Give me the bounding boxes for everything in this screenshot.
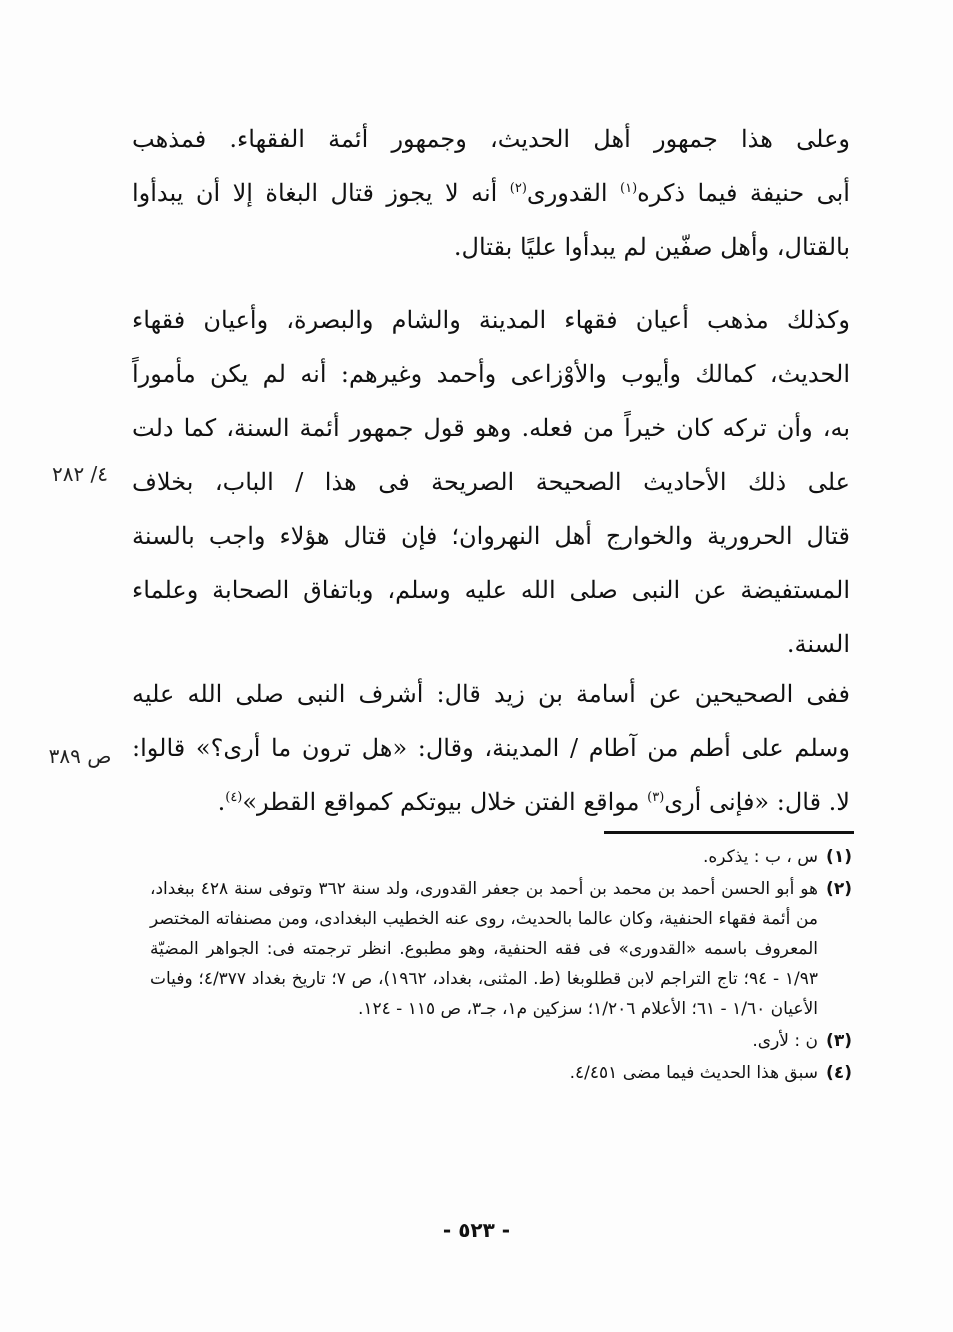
paragraph-3-line-3-part-a: لا. قال: «فإنى أرى (664, 788, 850, 816)
paragraph-3 (132, 667, 850, 829)
paragraph-1-line-2-part-a: أبى حنيفة فيما ذكره (637, 179, 850, 207)
paragraph-2-line-5: قتال الحرورية والخوارج أهل النهروان؛ فإن قتال هؤلاء واجب بالسنة (132, 522, 851, 550)
footnote-1-text: س ، ب : يذكره. (702, 847, 818, 867)
paragraph-3-line-2: وسلم على أطم من آطام / المدينة، وقال: «هل ترون ما أرى؟» قالوا: (132, 734, 850, 762)
paragraph-1 (132, 112, 850, 274)
paragraph-3-line-3-part-c: . (217, 788, 226, 816)
footnote-2-text: هو أبو الحسن أحمد بن محمد بن أحمد بن جعفر القدورى، ولد سنة ٣٦٢ وتوفى سنة ٤٢٨ ببغداد، من أئمة فقهاء الحنفية، وكان عالما بالحديث، روى عنه الخطيب البغدادى، ومن مصنفاته المختصر المعروف باسمه «القدورى» فى فقه الحنفية، وهو مطبوع. انظر ترجمته فى: الجواهر المضيّة ١/٩٣ - ٩٤؛ تاج التراجم لابن قطلوبغا (ط. المثنى، بغداد، ١٩٦٢)، ص ٧؛ تاريخ بغداد ٤/٣٧٧؛ وفيات الأعيان ١/٦٠ - ٦١؛ الأعلام ١/٢٠٦؛ سزكين م١، جـ٣، ص ١١٥ - ١٢٤. (150, 879, 819, 1019)
paragraph-2-line-7: السنة. (786, 630, 850, 658)
paragraph-2-line-1: وكذلك مذهب أعيان فقهاء المدينة والشام والبصرة، وأعيان فقهاء (132, 306, 850, 334)
footnote-2-number: (٢) (826, 879, 852, 899)
paragraph-1-line-2 (132, 166, 850, 220)
paragraph-1-line-2-part-b: القدورى (526, 179, 608, 207)
paragraph-3-line-1: ففى الصحيحين عن أسامة بن زيد قال: أشرف النبى صلى الله عليه (132, 680, 850, 708)
paragraph-2-line-4: على ذلك الأحاديث الصحيحة الصريحة فى هذا / الباب، بخلاف (132, 468, 850, 496)
footnote-3-number: (٣) (826, 1031, 852, 1051)
paragraph-2-line-6: المستفيضة عن النبى صلى الله عليه وسلم، وباتفاق الصحابة وعلماء (132, 576, 850, 604)
footnote-4-text: سبق هذا الحديث فيما مضى ٤/٤٥١. (569, 1063, 818, 1083)
paragraph-1-line-3: بالقتال، وأهل صفّين لم يبدأوا عليًا بقتال. (453, 233, 850, 261)
footnote-ref-1: (١) (620, 181, 638, 196)
page-number: - ٥٢٣ - (442, 1218, 511, 1242)
footnote-3 (150, 1026, 852, 1056)
footnote-ref-2: (٢) (509, 181, 527, 196)
footnote-ref-3: (٣) (647, 790, 665, 805)
footnote-divider (604, 831, 854, 834)
paragraph-3-line-3-part-b: مواقع الفتن خلال بيوتكم كمواقع القطر» (242, 788, 640, 816)
footnote-3-text: ن : لأرى. (752, 1031, 818, 1051)
footnote-1-number: (١) (826, 847, 852, 867)
margin-reference-manuscript-page: ص ٣٨٩ (48, 744, 112, 768)
paragraph-1-line-1: وعلى هذا جمهور أهل الحديث، وجمهور أئمة الفقهاء. فمذهب (132, 125, 850, 153)
footnote-4-number: (٤) (826, 1063, 852, 1083)
footnote-2 (150, 874, 852, 1024)
footnotes-section (150, 842, 852, 1090)
footnote-1 (150, 842, 852, 872)
paragraph-2-line-2: الحديث، كمالك وأيوب والأوْزاعى وأحمد وغيرهم: أنه لم يكن مأموراً (132, 360, 850, 388)
paragraph-2 (132, 293, 850, 671)
paragraph-3-line-3 (132, 775, 850, 829)
footnote-ref-4: (٤) (225, 790, 243, 805)
margin-reference-volume-page: ٤/ ٢٨٢ (51, 462, 109, 486)
paragraph-2-line-3: به، وأن تركه كان خيراً من فعله. وهو قول جمهور أئمة السنة، كما دلت (132, 414, 851, 442)
paragraph-1-line-2-part-c: أنه لا يجوز قتال البغاة إلا أن يبدأوا (132, 179, 498, 207)
footnote-4 (150, 1058, 852, 1088)
